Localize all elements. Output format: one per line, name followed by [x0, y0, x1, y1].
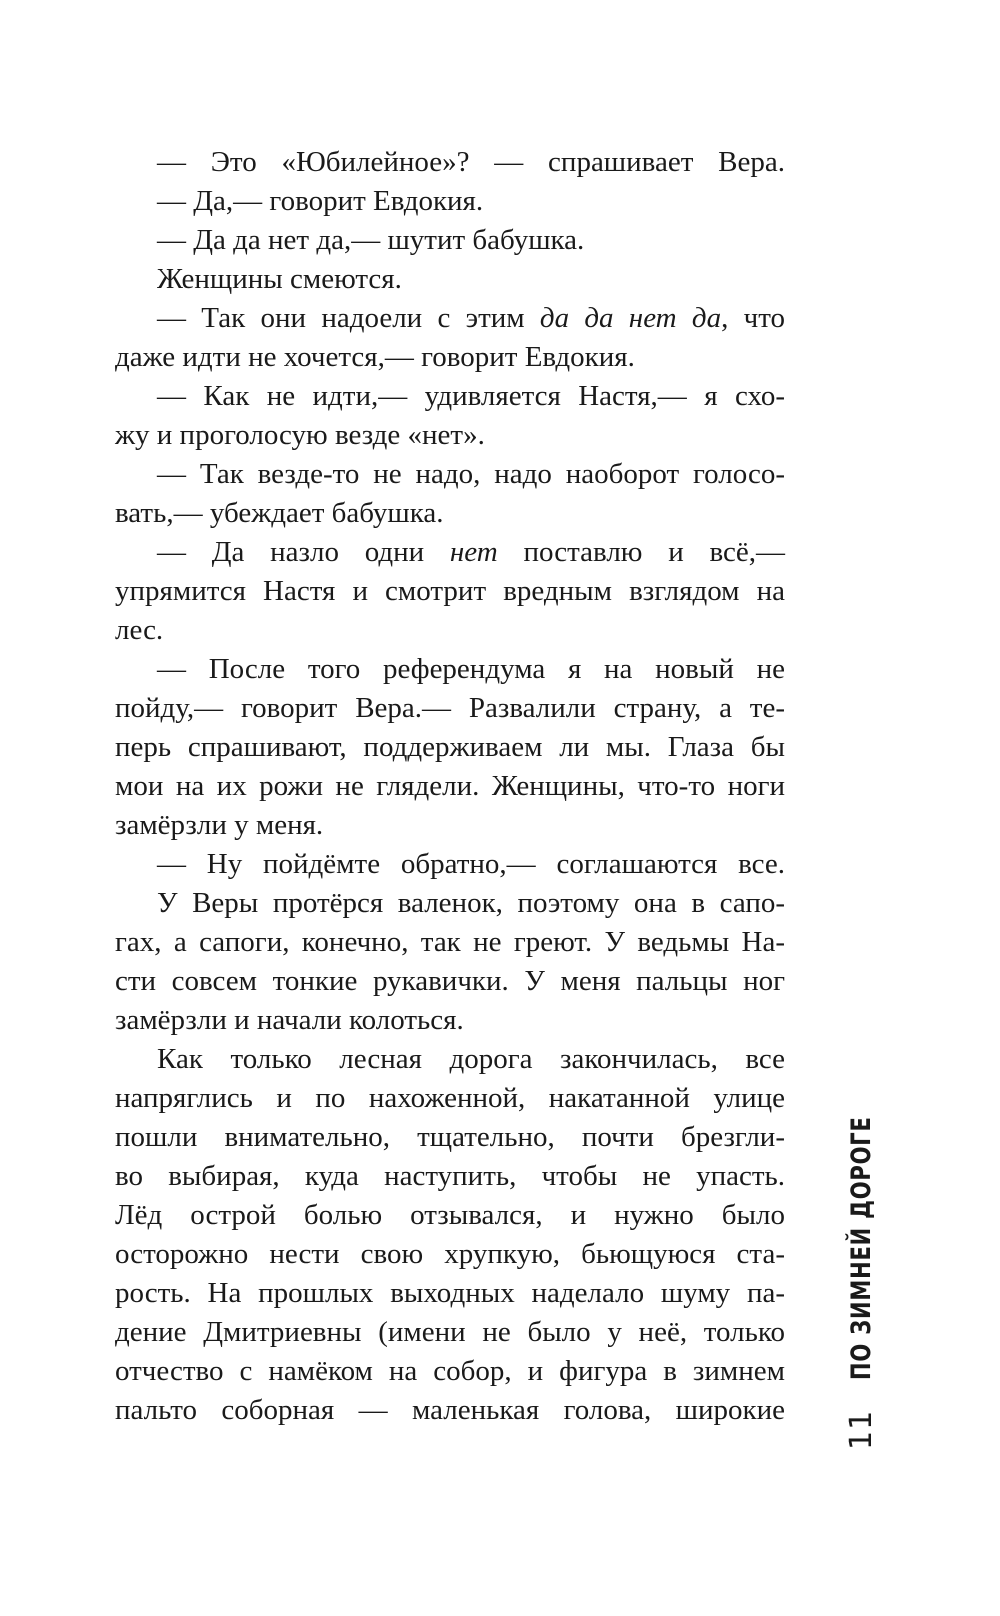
text-fragment: гах, а сапоги, конечно, так не греют. У ведьмы На- — [115, 926, 785, 958]
text-line — [115, 806, 785, 845]
page-number: 11 — [843, 1409, 879, 1450]
text-fragment: дение Дмитриевны (имени не было у неё, только — [115, 1316, 785, 1348]
text-fragment: Женщины смеются. — [157, 263, 402, 295]
text-fragment: замёрзли у меня. — [115, 809, 324, 841]
text-fragment: отчество с намёком на собор, и фигура в зимнем — [115, 1355, 785, 1387]
text-fragment: — Так они надоели с этим — [157, 302, 540, 334]
side-label-group — [836, 1116, 886, 1450]
text-fragment: во выбирая, куда наступить, чтобы не упасть. — [115, 1160, 785, 1192]
text-fragment: даже идти не хочется,— говорит Евдокия. — [115, 341, 635, 373]
text-line — [115, 182, 785, 221]
text-line — [115, 962, 785, 1001]
text-line — [115, 728, 785, 767]
text-line — [115, 1157, 785, 1196]
text-line — [115, 1274, 785, 1313]
text-line — [115, 1391, 785, 1430]
text-fragment: вать,— убеждает бабушка. — [115, 497, 444, 529]
text-line — [115, 767, 785, 806]
text-line — [115, 1040, 785, 1079]
text-fragment: — Это «Юбилейное»? — спрашивает Вера. — [157, 146, 785, 178]
text-line — [115, 416, 785, 455]
text-fragment: — Как не идти,— удивляется Настя,— я схо- — [157, 380, 785, 412]
text-line — [115, 1352, 785, 1391]
text-line — [115, 572, 785, 611]
text-fragment: — Да да нет да,— шутит бабушка. — [157, 224, 585, 256]
text-fragment: пошли внимательно, тщательно, почти брезгли- — [115, 1121, 785, 1153]
text-line — [115, 1118, 785, 1157]
text-fragment: замёрзли и начали колоться. — [115, 1004, 464, 1036]
italic-fragment: нет — [449, 536, 498, 568]
text-fragment: напряглись и по нахоженной, накатанной улице — [115, 1082, 785, 1114]
text-fragment: — Так везде-то не надо, надо наоборот голосо- — [157, 458, 785, 490]
text-line — [115, 650, 785, 689]
text-line — [115, 1001, 785, 1040]
text-fragment: осторожно нести свою хрупкую, бьющуюся ста- — [115, 1238, 785, 1270]
text-fragment: поставлю и всё,— — [497, 536, 785, 568]
text-fragment: сти совсем тонкие рукавички. У меня пальцы ног — [115, 965, 785, 997]
text-line — [115, 533, 785, 572]
text-fragment: — После того референдума я на новый не — [157, 653, 785, 685]
text-fragment: рость. На прошлых выходных наделало шуму па- — [115, 1277, 785, 1309]
text-line — [115, 1235, 785, 1274]
side-tab — [836, 1116, 886, 1450]
text-fragment: — Да назло одни — [157, 536, 450, 568]
text-fragment: пойду,— говорит Вера.— Развалили страну, а те- — [115, 692, 785, 724]
text-fragment: , что — [721, 302, 785, 334]
text-line — [115, 260, 785, 299]
text-line — [115, 338, 785, 377]
text-line — [115, 494, 785, 533]
text-line — [115, 884, 785, 923]
text-line — [115, 221, 785, 260]
text-fragment: перь спрашивают, поддерживаем ли мы. Глаза бы — [115, 731, 785, 763]
text-fragment: Лёд острой болью отзывался, и нужно было — [115, 1199, 785, 1231]
running-head: ПО ЗИМНЕЙ ДОРОГЕ — [845, 1116, 877, 1380]
text-line — [115, 455, 785, 494]
text-fragment: пальто соборная — маленькая голова, широкие — [115, 1394, 785, 1426]
text-line — [115, 143, 785, 182]
text-line — [115, 1079, 785, 1118]
text-fragment: — Да,— говорит Евдокия. — [157, 185, 484, 217]
text-line — [115, 1196, 785, 1235]
text-line — [115, 611, 785, 650]
text-line — [115, 845, 785, 884]
text-fragment: лес. — [115, 614, 164, 646]
text-line — [115, 689, 785, 728]
page-text — [115, 143, 785, 1430]
text-line — [115, 377, 785, 416]
text-fragment: Как только лесная дорога закончилась, все — [157, 1043, 785, 1075]
text-line — [115, 923, 785, 962]
text-fragment: У Веры протёрся валенок, поэтому она в сапо- — [157, 887, 785, 919]
text-fragment: упрямится Настя и смотрит вредным взглядом на — [115, 575, 785, 607]
italic-fragment: да да нет да — [539, 302, 722, 334]
text-fragment: мои на их рожи не глядели. Женщины, что-то ноги — [115, 770, 785, 802]
text-line — [115, 299, 785, 338]
text-fragment: жу и проголосую везде «нет». — [115, 419, 485, 451]
text-line — [115, 1313, 785, 1352]
text-fragment: — Ну пойдёмте обратно,— соглашаются все. — [157, 848, 785, 880]
